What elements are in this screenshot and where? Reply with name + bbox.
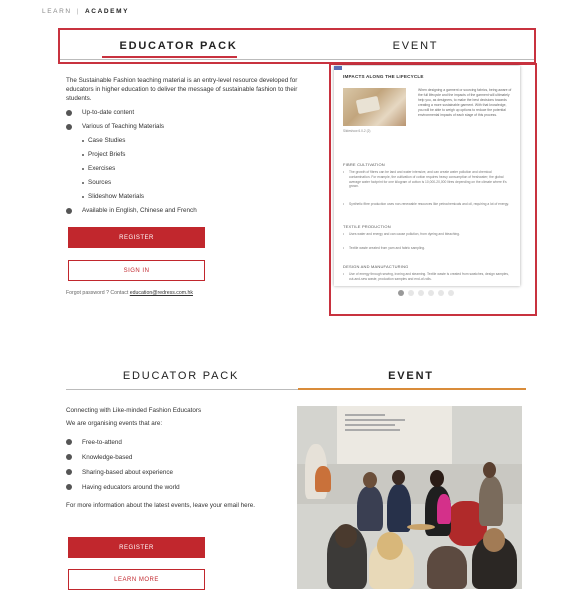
contact-email-link[interactable]: education@redress.com.hk bbox=[129, 290, 193, 296]
tab-underline-active bbox=[298, 388, 526, 390]
slide-bullet: • Synthetic fibre production uses non-renewable resources like petrochemicals and oil, requiring a lot of energy. bbox=[343, 202, 513, 207]
tab-educator-pack[interactable]: EDUCATOR PACK bbox=[122, 370, 240, 382]
event-more-info: For more information about the latest events, leave your email here. bbox=[66, 502, 256, 509]
tab-event[interactable]: EVENT bbox=[388, 370, 434, 382]
slide-dot[interactable] bbox=[398, 290, 404, 296]
tab-underline bbox=[60, 59, 534, 60]
list-item: Available in English, Chinese and French bbox=[66, 204, 311, 218]
educator-feature-list bbox=[66, 106, 311, 218]
slide-dot[interactable] bbox=[438, 290, 444, 296]
tab-educator-pack[interactable]: EDUCATOR PACK bbox=[119, 40, 238, 52]
list-item: Free-to-attend bbox=[66, 435, 311, 450]
slide-dot[interactable] bbox=[418, 290, 424, 296]
slide-dot[interactable] bbox=[428, 290, 434, 296]
list-item: Sharing-based about experience bbox=[66, 465, 311, 480]
list-item: Slideshow Materials bbox=[66, 190, 311, 204]
list-item: Various of Teaching Materials bbox=[66, 120, 311, 134]
breadcrumb: LEARN | ACADEMY bbox=[42, 8, 130, 15]
list-item: Having educators around the world bbox=[66, 480, 311, 495]
slide-heading: TEXTILE PRODUCTION bbox=[343, 224, 391, 229]
educator-register-button[interactable]: REGISTER bbox=[68, 227, 205, 248]
list-item: Exercises bbox=[66, 162, 311, 176]
slide-image bbox=[343, 88, 406, 126]
slide-heading: FIBRE CULTIVATION bbox=[343, 162, 385, 167]
event-photo bbox=[297, 406, 522, 589]
slide-bullet: • Textile waste created from yarn and fabric sampling. bbox=[343, 246, 513, 251]
slide-caption: Slideshow 6.0-2 (2) bbox=[343, 129, 371, 133]
tab-underline-active bbox=[102, 56, 237, 58]
event-feature-list bbox=[66, 435, 311, 495]
projection-screen bbox=[337, 406, 452, 464]
slide-title: IMPACTS ALONG THE LIFECYCLE bbox=[343, 74, 424, 79]
forgot-password-text: Forgot password ? Contact education@redress.com.hk bbox=[66, 290, 193, 296]
tabbar-bottom bbox=[66, 362, 526, 390]
breadcrumb-learn[interactable]: LEARN bbox=[42, 8, 72, 15]
list-item: Project Briefs bbox=[66, 148, 311, 162]
slide-heading: DESIGN AND MANUFACTURING bbox=[343, 264, 409, 269]
slide-dot[interactable] bbox=[448, 290, 454, 296]
learn-more-button[interactable]: LEARN MORE bbox=[68, 569, 205, 590]
event-intro: Connecting with Like-minded Fashion Educators bbox=[66, 407, 202, 414]
slide-bullet: • Uses water and energy and can cause pollution, from dyeing and bleaching. bbox=[343, 232, 513, 237]
tabbar-top bbox=[58, 28, 536, 64]
slide-bullet: • Use of energy through sewing, ironing and steaming. Textile waste is created from swatches, design samples, cut-and-sew waste, production samples and end-of-rolls. bbox=[343, 272, 513, 282]
educator-intro: The Sustainable Fashion teaching material is an entry-level resource developed for educators in higher education to deliver the message of sustainable fashion to their students. bbox=[66, 77, 298, 102]
slide-bullet: • The growth of fibres can be land and water intensive, and can create water pollution and chemical contamination. For example, the cultivation of cotton requires heavy consumption of freshwater; the global average water footprint for one kilogram of cotton is 10,000-20,000 litres depending on the climate where it's grown. bbox=[343, 170, 513, 189]
corner-tag bbox=[334, 66, 342, 70]
sign-in-button[interactable]: SIGN IN bbox=[68, 260, 205, 281]
list-item: Knowledge-based bbox=[66, 450, 311, 465]
list-item: Sources bbox=[66, 176, 311, 190]
event-intro-2: We are organising events that are: bbox=[66, 420, 163, 427]
list-item: Case Studies bbox=[66, 134, 311, 148]
event-register-button[interactable]: REGISTER bbox=[68, 537, 205, 558]
list-item: Up-to-date content bbox=[66, 106, 311, 120]
breadcrumb-academy: ACADEMY bbox=[84, 8, 130, 15]
slideshow-dots bbox=[398, 290, 454, 296]
slide-dot[interactable] bbox=[408, 290, 414, 296]
tab-event[interactable]: EVENT bbox=[392, 40, 439, 52]
slide-paragraph: When designing a garment or sourcing fabrics, being aware of the full lifecycle and the impacts of the garment will ultimately help you, as designers, to make the best decisions towards creating a more sustainable garment. With that knowledge, you will be able to weigh up options to reduce the potential environmental impacts of each stage of this process. bbox=[418, 88, 512, 117]
slideshow-preview bbox=[334, 66, 520, 286]
